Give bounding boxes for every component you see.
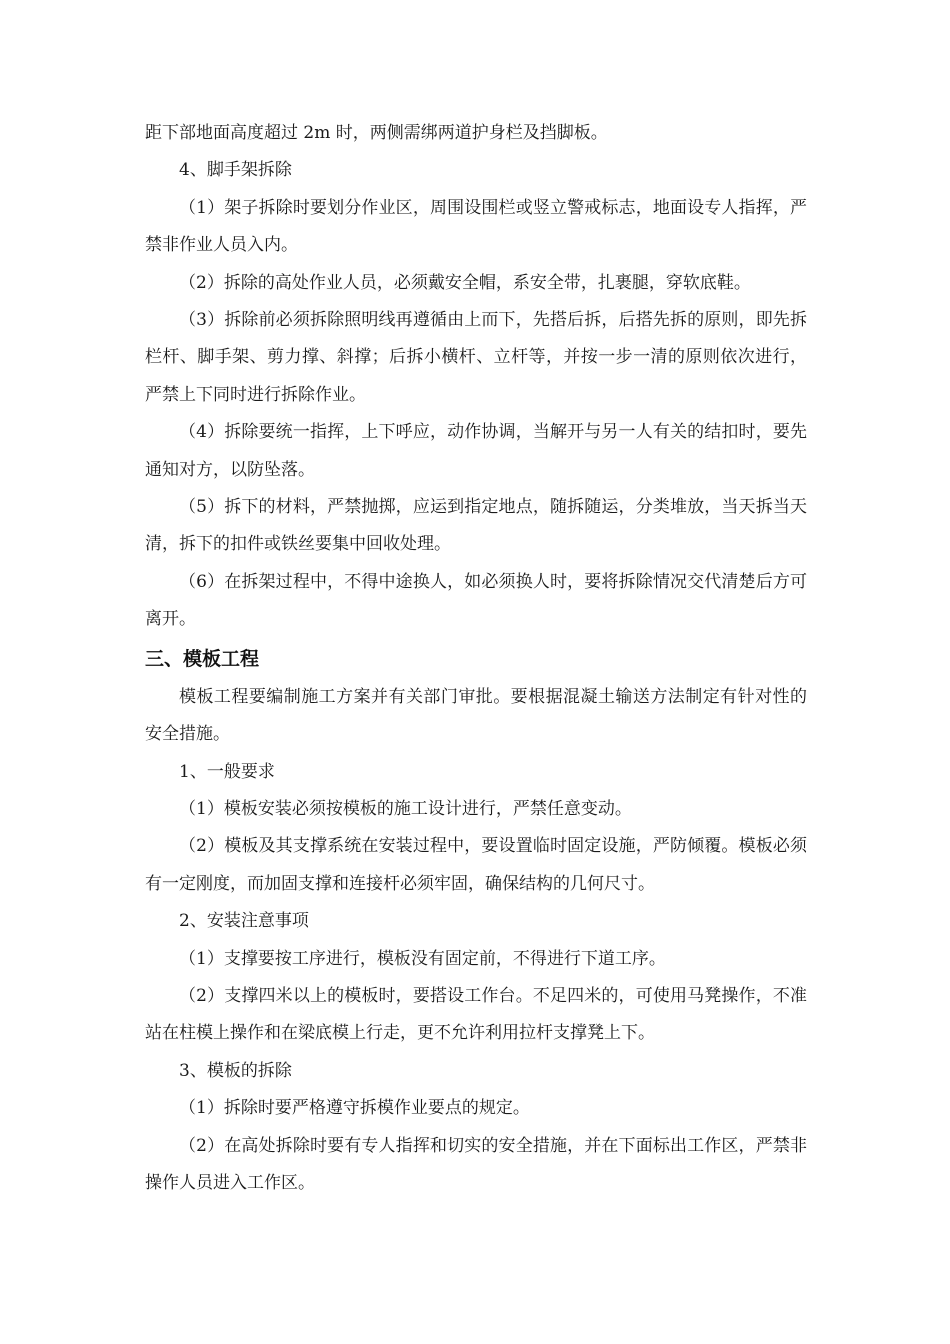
subsection-title-formwork-removal: 3、模板的拆除 [179,1060,292,1081]
document-body [145,115,807,1202]
list-item: （2）模板及其支撑系统在安装过程中，要设置临时固定设施，严防倾覆。模板必须有一定刚度，而加固支撑和连接杆必须牢固，确保结构的几何尺寸。 [145,836,807,894]
list-item: （2）在高处拆除时要有专人指挥和切实的安全措施，并在下面标出工作区，严禁非操作人员进入工作区。 [145,1135,807,1193]
list-item: （1）模板安装必须按模板的施工设计进行，严禁任意变动。 [179,798,632,819]
subsection-title-scaffold-removal: 4、脚手架拆除 [179,160,292,181]
subsection-title-installation-notes: 2、安装注意事项 [179,911,309,932]
list-item: （1）拆除时要严格遵守拆模作业要点的规定。 [179,1098,530,1119]
subsection-title-general-requirements: 1、一般要求 [179,761,275,782]
list-item: （1）架子拆除时要划分作业区，周围设围栏或竖立警戒标志，地面设专人指挥，严禁非作业人员入内。 [145,197,807,256]
section-heading: 三、模板工程 [145,647,260,670]
list-item: （2）支撑四米以上的模板时，要搭设工作台。不足四米的，可使用马凳操作，不准站在柱模上操作和在梁底模上行走，更不允许利用拉杆支撑凳上下。 [145,985,807,1044]
list-item: （3）拆除前必须拆除照明线再遵循由上而下，先搭后拆，后搭先拆的原则，即先拆栏杆、脚手架、剪力撑、斜撑；后拆小横杆、立杆等，并按一步一清的原则依次进行，严禁上下同时进行拆除作业。 [145,310,807,405]
list-item: （5）拆下的材料，严禁抛掷，应运到指定地点，随拆随运，分类堆放，当天拆当天清，拆下的扣件或铁丝要集中回收处理。 [145,497,807,555]
section-intro: 模板工程要编制施工方案并有关部门审批。要根据混凝土输送方法制定有针对性的安全措施。 [145,686,807,745]
list-item: （6）在拆架过程中，不得中途换人，如必须换人时，要将拆除情况交代清楚后方可离开。 [145,571,807,630]
list-item: （1）支撑要按工序进行，模板没有固定前，不得进行下道工序。 [179,948,666,969]
list-item: （2）拆除的高处作业人员，必须戴安全帽，系安全带，扎裹腿，穿软底鞋。 [179,272,751,293]
list-item: （4）拆除要统一指挥，上下呼应，动作协调，当解开与另一人有关的结扣时，要先通知对方，以防坠落。 [145,422,807,480]
paragraph-continuation: 距下部地面高度超过 2m 时，两侧需绑两道护身栏及挡脚板。 [145,123,608,143]
